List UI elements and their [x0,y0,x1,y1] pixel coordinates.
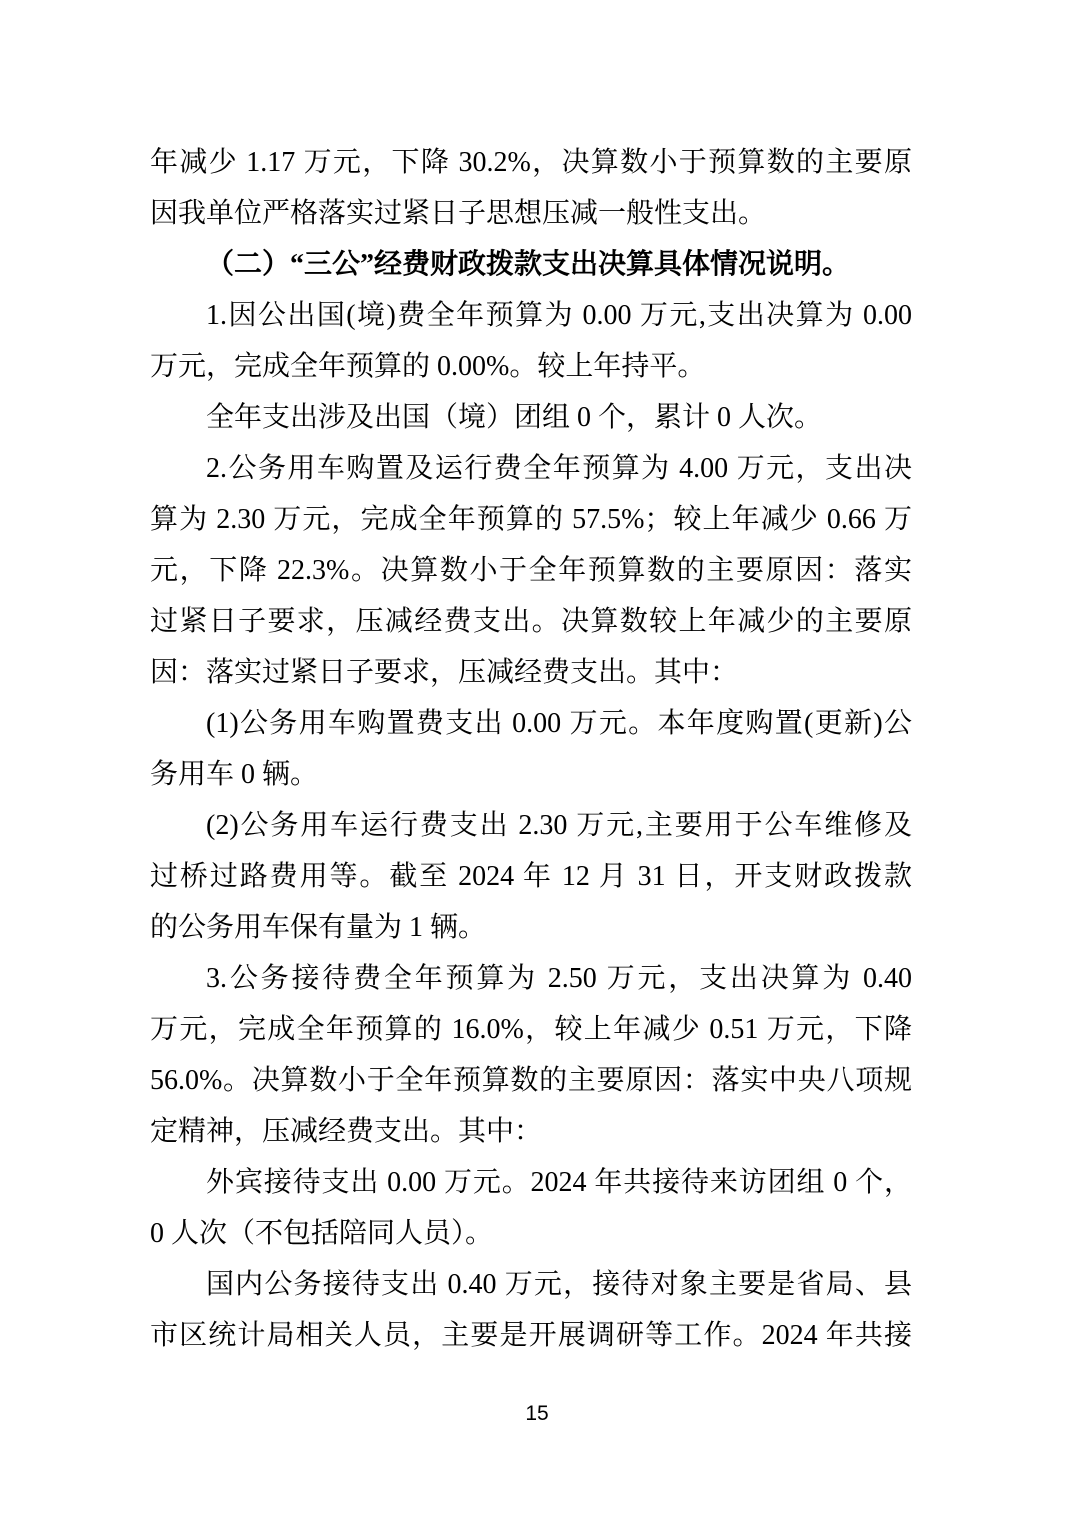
text-line: 万元，完成全年预算的 16.0%，较上年减少 0.51 万元，下降 [150,1014,912,1045]
text-line: 过紧日子要求，压减经费支出。决算数较上年减少的主要原 [150,606,912,637]
document-body [150,137,912,1361]
page-number: 15 [525,1402,549,1425]
text-line: 算为 2.30 万元，完成全年预算的 57.5%；较上年减少 0.66 万 [150,504,912,535]
heading-line: （二）“三公”经费财政拨款支出决算具体情况说明。 [206,249,851,280]
text-line: 市区统计局相关人员，主要是开展调研等工作。2024 年共接 [150,1320,912,1351]
text-line: 务用车 0 辆。 [150,759,319,790]
text-line: 3.公务接待费全年预算为 2.50 万元，支出决算为 0.40 [206,963,912,994]
text-line: (2)公务用车运行费支出 2.30 万元,主要用于公车维修及 [206,810,912,841]
text-line: 年减少 1.17 万元，下降 30.2%，决算数小于预算数的主要原 [150,147,912,178]
text-line: 全年支出涉及出国（境）团组 0 个，累计 0 人次。 [206,402,823,433]
text-line: 的公务用车保有量为 1 辆。 [150,912,487,943]
text-line: 56.0%。决算数小于全年预算数的主要原因：落实中央八项规 [150,1065,912,1096]
text-line: (1)公务用车购置费支出 0.00 万元。本年度购置(更新)公 [206,708,912,739]
text-line: 因：落实过紧日子要求，压减经费支出。其中： [150,657,739,688]
text-line: 万元，完成全年预算的 0.00%。较上年持平。 [150,351,706,382]
text-line: 1.因公出国(境)费全年预算为 0.00 万元,支出决算为 0.00 [206,300,912,331]
text-line: 元，下降 22.3%。决算数小于全年预算数的主要原因：落实 [150,555,912,586]
text-line: 2.公务用车购置及运行费全年预算为 4.00 万元，支出决 [206,453,912,484]
text-line: 外宾接待支出 0.00 万元。2024 年共接待来访团组 0 个， [206,1167,912,1198]
text-line: 过桥过路费用等。截至 2024 年 12 月 31 日，开支财政拨款 [150,861,912,892]
text-line: 国内公务接待支出 0.40 万元，接待对象主要是省局、县 [206,1269,912,1300]
text-line: 0 人次（不包括陪同人员）。 [150,1218,494,1249]
text-line: 定精神，压减经费支出。其中： [150,1116,543,1147]
text-line: 因我单位严格落实过紧日子思想压减一般性支出。 [150,198,767,229]
